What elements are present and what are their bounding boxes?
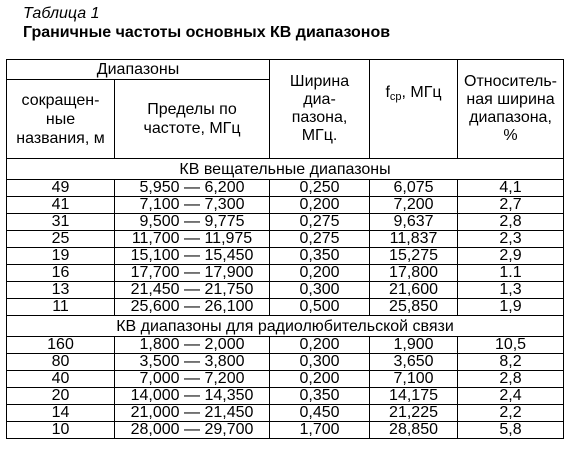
cell-short-name: 13 bbox=[7, 282, 115, 299]
table-row bbox=[7, 388, 564, 405]
cell-center-frequency: 25,850 bbox=[370, 299, 458, 316]
cell-center-frequency: 7,200 bbox=[370, 197, 458, 214]
cell-frequency-limits: 11,700 — 11,975 bbox=[115, 231, 270, 248]
cell-relative-width: 2,9 bbox=[458, 248, 564, 265]
cell-relative-width: 2,2 bbox=[458, 405, 564, 422]
header-center-frequency: $f_{cp}$, МГц bbox=[370, 60, 458, 159]
cell-relative-width: 1,3 bbox=[458, 282, 564, 299]
cell-frequency-limits: 14,000 — 14,350 bbox=[115, 388, 270, 405]
cell-relative-width: 1.1 bbox=[458, 265, 564, 282]
cell-center-frequency: 15,275 bbox=[370, 248, 458, 265]
section-header-row bbox=[7, 159, 564, 180]
cell-relative-width: 2,3 bbox=[458, 231, 564, 248]
cell-relative-width: 2,7 bbox=[458, 197, 564, 214]
header-frequency-limits: Пределы по частоте, МГц bbox=[115, 80, 270, 159]
cell-frequency-limits: 25,600 — 26,100 bbox=[115, 299, 270, 316]
cell-short-name: 40 bbox=[7, 371, 115, 388]
cell-frequency-limits: 17,700 — 17,900 bbox=[115, 265, 270, 282]
table-row bbox=[7, 231, 564, 248]
cell-relative-width: 4,1 bbox=[458, 180, 564, 197]
cell-center-frequency: 1,900 bbox=[370, 337, 458, 354]
cell-center-frequency: 3,650 bbox=[370, 354, 458, 371]
table-row bbox=[7, 197, 564, 214]
cell-width: 0,300 bbox=[270, 282, 370, 299]
table-row bbox=[7, 405, 564, 422]
table-row bbox=[7, 354, 564, 371]
header-relative-width: Относитель- ная ширина диапазона, % bbox=[458, 60, 564, 159]
cell-frequency-limits: 7,000 — 7,200 bbox=[115, 371, 270, 388]
table-row bbox=[7, 422, 564, 439]
cell-short-name: 160 bbox=[7, 337, 115, 354]
cell-frequency-limits: 28,000 — 29,700 bbox=[115, 422, 270, 439]
cell-frequency-limits: 15,100 — 15,450 bbox=[115, 248, 270, 265]
cell-width: 0,200 bbox=[270, 337, 370, 354]
cell-short-name: 16 bbox=[7, 265, 115, 282]
cell-width: 0,200 bbox=[270, 371, 370, 388]
cell-frequency-limits: 5,950 — 6,200 bbox=[115, 180, 270, 197]
header-width: Ширина диа- пазона, МГц. bbox=[270, 60, 370, 159]
section-title: КВ диапазоны для радиолюбительской связи bbox=[7, 316, 564, 337]
cell-width: 0,275 bbox=[270, 231, 370, 248]
cell-center-frequency: 14,175 bbox=[370, 388, 458, 405]
cell-short-name: 19 bbox=[7, 248, 115, 265]
cell-frequency-limits: 21,000 — 21,450 bbox=[115, 405, 270, 422]
cell-width: 1,700 bbox=[270, 422, 370, 439]
cell-short-name: 14 bbox=[7, 405, 115, 422]
cell-width: 0,300 bbox=[270, 354, 370, 371]
cell-width: 0,350 bbox=[270, 388, 370, 405]
cell-width: 0,200 bbox=[270, 197, 370, 214]
cell-center-frequency: 6,075 bbox=[370, 180, 458, 197]
table-row bbox=[7, 180, 564, 197]
cell-short-name: 10 bbox=[7, 422, 115, 439]
cell-short-name: 25 bbox=[7, 231, 115, 248]
table-row bbox=[7, 282, 564, 299]
cell-width: 0,275 bbox=[270, 214, 370, 231]
cell-short-name: 31 bbox=[7, 214, 115, 231]
cell-frequency-limits: 3,500 — 3,800 bbox=[115, 354, 270, 371]
cell-relative-width: 2,8 bbox=[458, 371, 564, 388]
cell-width: 0,500 bbox=[270, 299, 370, 316]
cell-center-frequency: 11,837 bbox=[370, 231, 458, 248]
cell-width: 0,250 bbox=[270, 180, 370, 197]
cell-frequency-limits: 1,800 — 2,000 bbox=[115, 337, 270, 354]
header-ranges: Диапазоны bbox=[7, 60, 270, 80]
cell-relative-width: 2,4 bbox=[458, 388, 564, 405]
table-row bbox=[7, 265, 564, 282]
table-title: Граничные частоты основных КВ диапазонов bbox=[23, 24, 391, 41]
cell-center-frequency: 21,225 bbox=[370, 405, 458, 422]
cell-center-frequency: 7,100 bbox=[370, 371, 458, 388]
cell-relative-width: 8,2 bbox=[458, 354, 564, 371]
cell-short-name: 11 bbox=[7, 299, 115, 316]
cell-width: 0,450 bbox=[270, 405, 370, 422]
section-title: КВ вещательные диапазоны bbox=[7, 159, 564, 180]
section-header-row bbox=[7, 316, 564, 337]
cell-center-frequency: 17,800 bbox=[370, 265, 458, 282]
table-body bbox=[7, 159, 564, 439]
cell-short-name: 49 bbox=[7, 180, 115, 197]
cell-width: 0,350 bbox=[270, 248, 370, 265]
cell-center-frequency: 28,850 bbox=[370, 422, 458, 439]
cell-center-frequency: 21,600 bbox=[370, 282, 458, 299]
cell-relative-width: 1,9 bbox=[458, 299, 564, 316]
cell-short-name: 80 bbox=[7, 354, 115, 371]
frequency-table bbox=[6, 59, 564, 439]
cell-short-name: 20 bbox=[7, 388, 115, 405]
table-row bbox=[7, 214, 564, 231]
table-row bbox=[7, 337, 564, 354]
cell-relative-width: 2,8 bbox=[458, 214, 564, 231]
table-row bbox=[7, 371, 564, 388]
cell-frequency-limits: 7,100 — 7,300 bbox=[115, 197, 270, 214]
cell-frequency-limits: 21,450 — 21,750 bbox=[115, 282, 270, 299]
header-short-name: сокращен- ные названия, м bbox=[7, 80, 115, 159]
table-row bbox=[7, 248, 564, 265]
table-caption: Таблица 1 bbox=[23, 5, 100, 22]
cell-relative-width: 5,8 bbox=[458, 422, 564, 439]
cell-frequency-limits: 9,500 — 9,775 bbox=[115, 214, 270, 231]
cell-center-frequency: 9,637 bbox=[370, 214, 458, 231]
cell-width: 0,200 bbox=[270, 265, 370, 282]
table-row bbox=[7, 299, 564, 316]
cell-short-name: 41 bbox=[7, 197, 115, 214]
cell-relative-width: 10,5 bbox=[458, 337, 564, 354]
